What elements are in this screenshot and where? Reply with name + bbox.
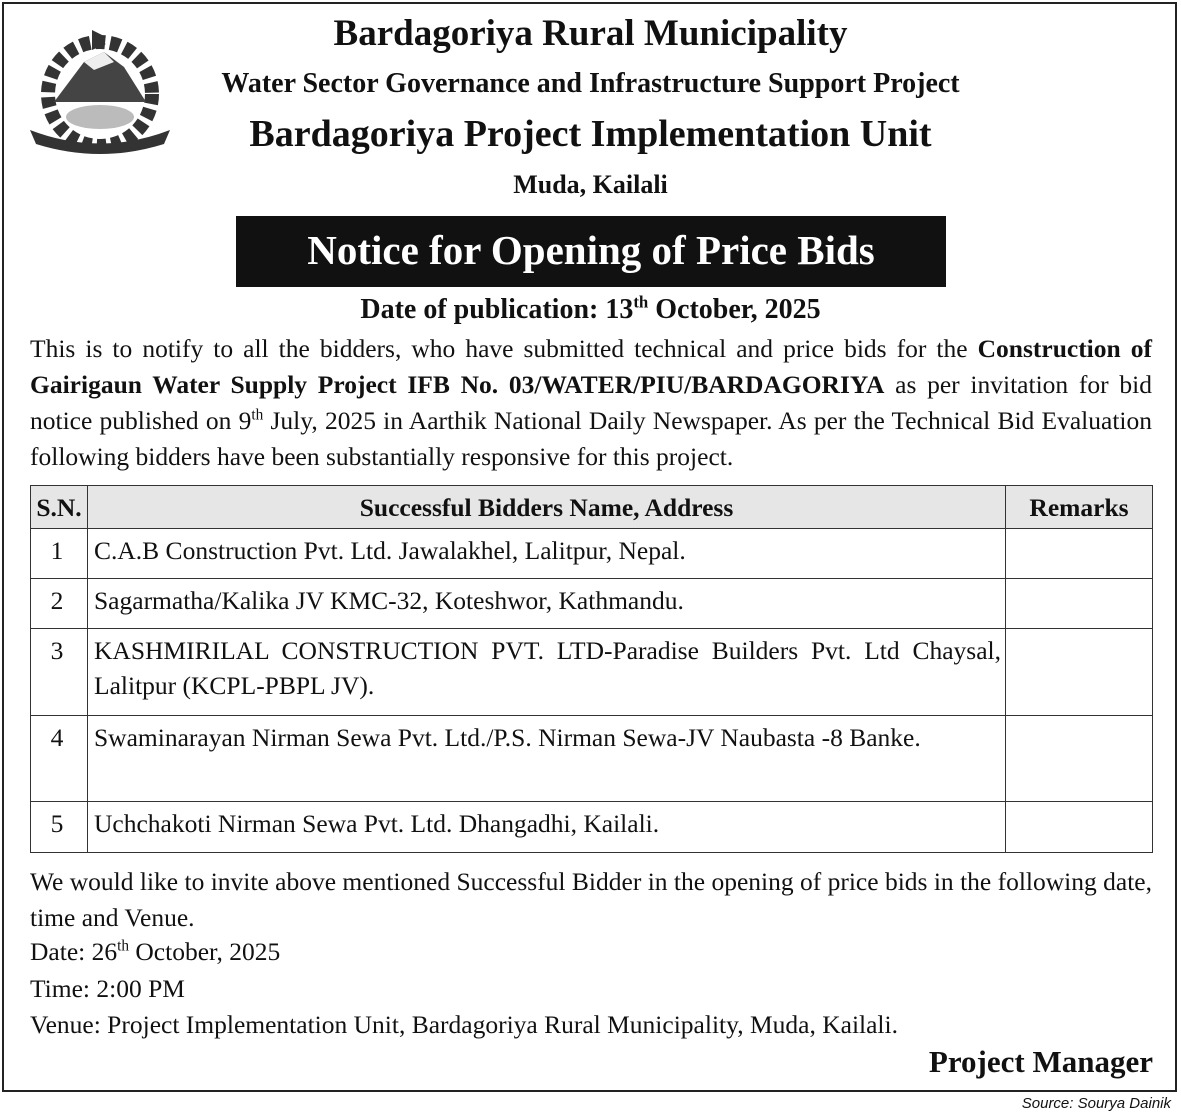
table-row [31, 529, 1153, 579]
venue: Venue: Project Implementation Unit, Bardagoriya Rural Municipality, Muda, Kailali. [30, 1010, 898, 1039]
cell-name: Uchchakoti Nirman Sewa Pvt. Ltd. Dhangadhi, Kailali. [88, 802, 1006, 853]
cell-remarks [1006, 716, 1153, 802]
header-remarks: Remarks [1006, 486, 1153, 529]
cell-remarks [1006, 579, 1153, 629]
cell-sn: 2 [31, 579, 88, 629]
notice-title: Notice for Opening of Price Bids [236, 216, 946, 287]
project-name: Water Sector Governance and Infrastructure Support Project [221, 68, 960, 99]
cell-name: Sagarmatha/Kalika JV KMC-32, Koteshwor, Kathmandu. [88, 579, 1006, 629]
table-row [31, 629, 1153, 716]
cell-remarks [1006, 629, 1153, 716]
cell-remarks [1006, 529, 1153, 579]
table-row [31, 716, 1153, 802]
cell-sn: 5 [31, 802, 88, 853]
opening-time: Time: 2:00 PM [30, 974, 185, 1003]
source-credit: Source: Sourya Dainik [1021, 1095, 1171, 1112]
header-sn: S.N. [31, 486, 88, 529]
org-name: Bardagoriya Rural Municipality [333, 13, 848, 54]
unit-name: Bardagoriya Project Implementation Unit [249, 113, 932, 155]
opening-date: Date: 26th October, 2025 [30, 937, 281, 966]
cell-sn: 4 [31, 716, 88, 802]
invite-paragraph: We would like to invite above mentioned Successful Bidder in the opening of price bids in the following date, time and Venue. [30, 867, 1152, 932]
signature: Project Manager [928, 1044, 1153, 1079]
bidders-table [30, 485, 1153, 853]
location: Muda, Kailali [513, 170, 668, 199]
publication-date: Date of publication: 13th October, 2025 [360, 292, 821, 325]
header-name: Successful Bidders Name, Address [88, 486, 1006, 529]
cell-name: Swaminarayan Nirman Sewa Pvt. Ltd./P.S. Nirman Sewa-JV Naubasta -8 Banke. [88, 716, 1006, 802]
cell-sn: 3 [31, 629, 88, 716]
cell-name: KASHMIRILAL CONSTRUCTION PVT. LTD-Paradise Builders Pvt. Ltd Chaysal, Lalitpur (KCPL-PBPL JV). [88, 629, 1006, 716]
cell-remarks [1006, 802, 1153, 853]
intro-paragraph: This is to notify to all the bidders, who have submitted technical and price bids for the Construction of Gairigaun Water Supply Project IFB No. 03/WATER/PIU/BARDAGORIYA as per invitation for bid notice published on 9th July, 2025 in Aarthik National Daily Newspaper. As per the Technical Bid Evaluation following bidders have been substantially responsive for this project. [30, 334, 1152, 471]
cell-sn: 1 [31, 529, 88, 579]
cell-name: C.A.B Construction Pvt. Ltd. Jawalakhel, Lalitpur, Nepal. [88, 529, 1006, 579]
table-row [31, 579, 1153, 629]
table-row [31, 802, 1153, 853]
